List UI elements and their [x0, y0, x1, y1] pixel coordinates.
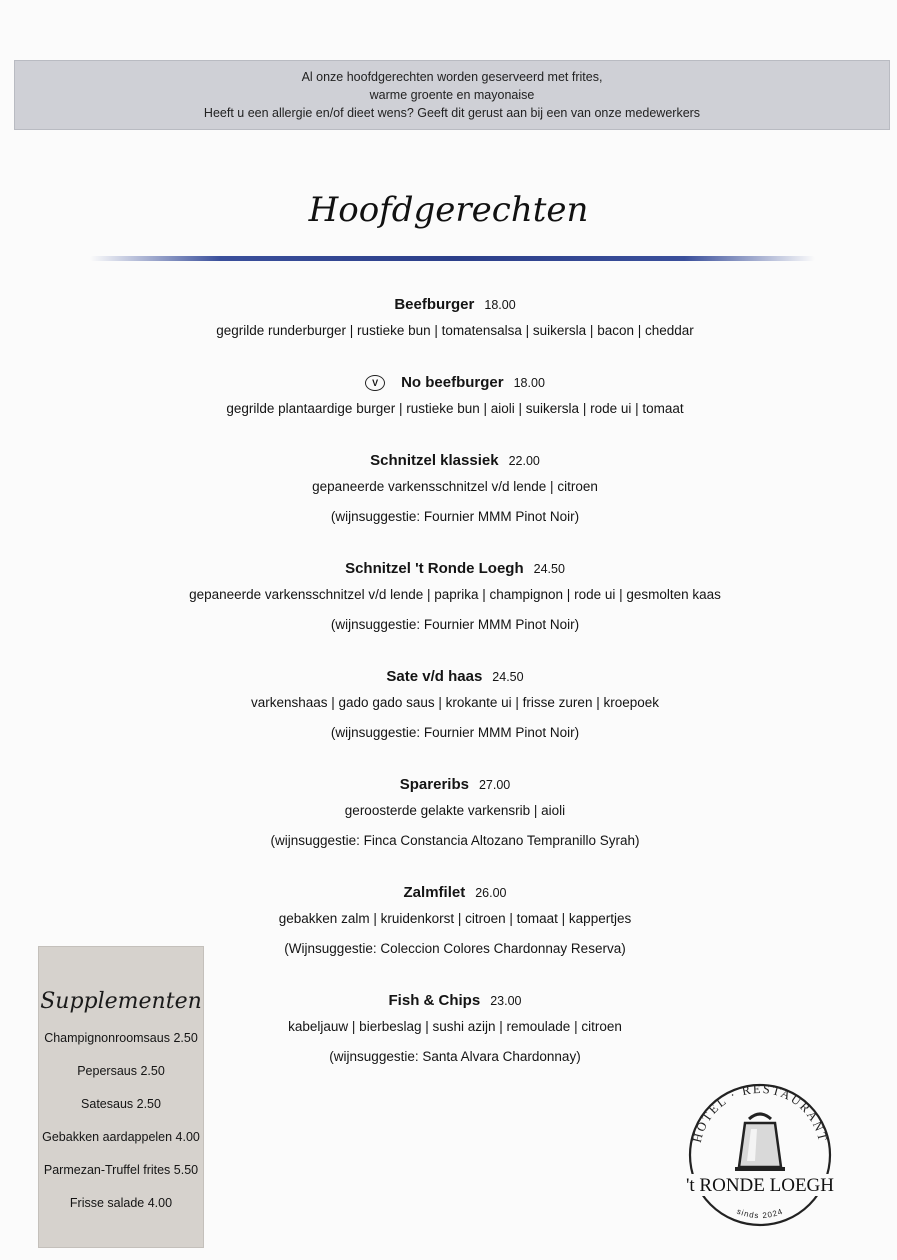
- banner-line-2: warme groente en mayonaise: [369, 88, 535, 102]
- supplement-item: Satesaus 2.50: [81, 1097, 161, 1111]
- dish-price: 24.50: [492, 670, 524, 684]
- vegan-icon: V: [365, 375, 385, 391]
- dish-name: No beefburger: [401, 374, 504, 391]
- dish-name: Schnitzel 't Ronde Loegh: [345, 560, 524, 577]
- wine-suggestion: (wijnsuggestie: Fournier MMM Pinot Noir): [330, 725, 580, 740]
- dish-description: gegrilde runderburger | rustieke bun | tomatensalsa | suikersla | bacon | cheddar: [216, 323, 694, 338]
- dish-sate: [140, 666, 770, 748]
- dish-no-beefburger: [140, 372, 770, 424]
- dish-description: gepaneerde varkensschnitzel v/d lende | paprika | champignon | rode ui | gesmolten kaas: [189, 587, 721, 602]
- dish-description: gebakken zalm | kruidenkorst | citroen | tomaat | kappertjes: [278, 911, 632, 926]
- dish-name: Fish & Chips: [388, 992, 481, 1009]
- bell-icon: [735, 1114, 785, 1171]
- dish-name: Schnitzel klassiek: [370, 452, 499, 469]
- dish-name: Sate v/d haas: [386, 668, 483, 685]
- wine-suggestion: (wijnsuggestie: Fournier MMM Pinot Noir): [330, 617, 580, 632]
- dish-price: 18.00: [513, 376, 545, 390]
- title-underline: [90, 256, 815, 261]
- supplements-box: [38, 946, 204, 1248]
- dish-name: Spareribs: [399, 776, 469, 793]
- logo-top-text: HOTEL · RESTAURANT: [689, 1081, 831, 1145]
- dish-description: geroosterde gelakte varkensrib | aioli: [344, 803, 566, 818]
- dish-fish-chips: [140, 990, 770, 1072]
- banner-line-1: Al onze hoofdgerechten worden geserveerd met frites,: [301, 70, 603, 84]
- logo-since: sinds 2024: [735, 1206, 785, 1221]
- page-title: Hoofdgerechten: [308, 190, 589, 230]
- dish-price: 27.00: [478, 778, 511, 792]
- wine-suggestion: (wijnsuggestie: Fournier MMM Pinot Noir): [330, 509, 580, 524]
- dish-schnitzel-klassiek: [140, 450, 770, 532]
- supplement-item: Frisse salade 4.00: [69, 1196, 173, 1210]
- dish-price: 26.00: [475, 886, 507, 900]
- supplement-item: Parmezan-Truffel frites 5.50: [43, 1163, 199, 1177]
- dish-schnitzel-ronde-loegh: [140, 558, 770, 640]
- wine-suggestion: (wijnsuggestie: Santa Alvara Chardonnay): [329, 1049, 581, 1064]
- restaurant-logo: [665, 1075, 855, 1235]
- dish-description: varkenshaas | gado gado saus | krokante ui | frisse zuren | kroepoek: [250, 695, 659, 710]
- dish-beefburger: [140, 294, 770, 346]
- wine-suggestion: (wijnsuggestie: Finca Constancia Altozano Tempranillo Syrah): [270, 833, 640, 848]
- dish-spareribs: [140, 774, 770, 856]
- wine-suggestion: (Wijnsuggestie: Coleccion Colores Chardonnay Reserva): [284, 941, 626, 956]
- logo-name: 't RONDE LOEGH: [685, 1175, 835, 1196]
- dish-description: gepaneerde varkensschnitzel v/d lende | citroen: [312, 479, 598, 494]
- banner-line-3: Heeft u een allergie en/of dieet wens? Geeft dit gerust aan bij een van onze medewerkers: [203, 106, 701, 120]
- supplement-item: Gebakken aardappelen 4.00: [42, 1130, 200, 1144]
- dish-description: kabeljauw | bierbeslag | sushi azijn | remoulade | citroen: [288, 1019, 622, 1034]
- dish-price: 18.00: [484, 298, 516, 312]
- info-banner: [14, 60, 890, 130]
- supplement-item: Champignonroomsaus 2.50: [44, 1031, 198, 1045]
- dish-price: 22.00: [508, 454, 540, 468]
- dish-description: gegrilde plantaardige burger | rustieke bun | aioli | suikersla | rode ui | tomaat: [226, 401, 684, 416]
- dish-price: 24.50: [533, 562, 565, 576]
- supplement-item: Pepersaus 2.50: [77, 1064, 165, 1078]
- dish-name: Beefburger: [394, 296, 475, 313]
- dish-list: [140, 294, 770, 1098]
- dish-price: 23.00: [490, 994, 522, 1008]
- supplements-title: Supplementen: [40, 989, 202, 1014]
- dish-zalmfilet: [140, 882, 770, 964]
- supplements-list: [39, 1022, 203, 1220]
- dish-name: Zalmfilet: [403, 884, 466, 901]
